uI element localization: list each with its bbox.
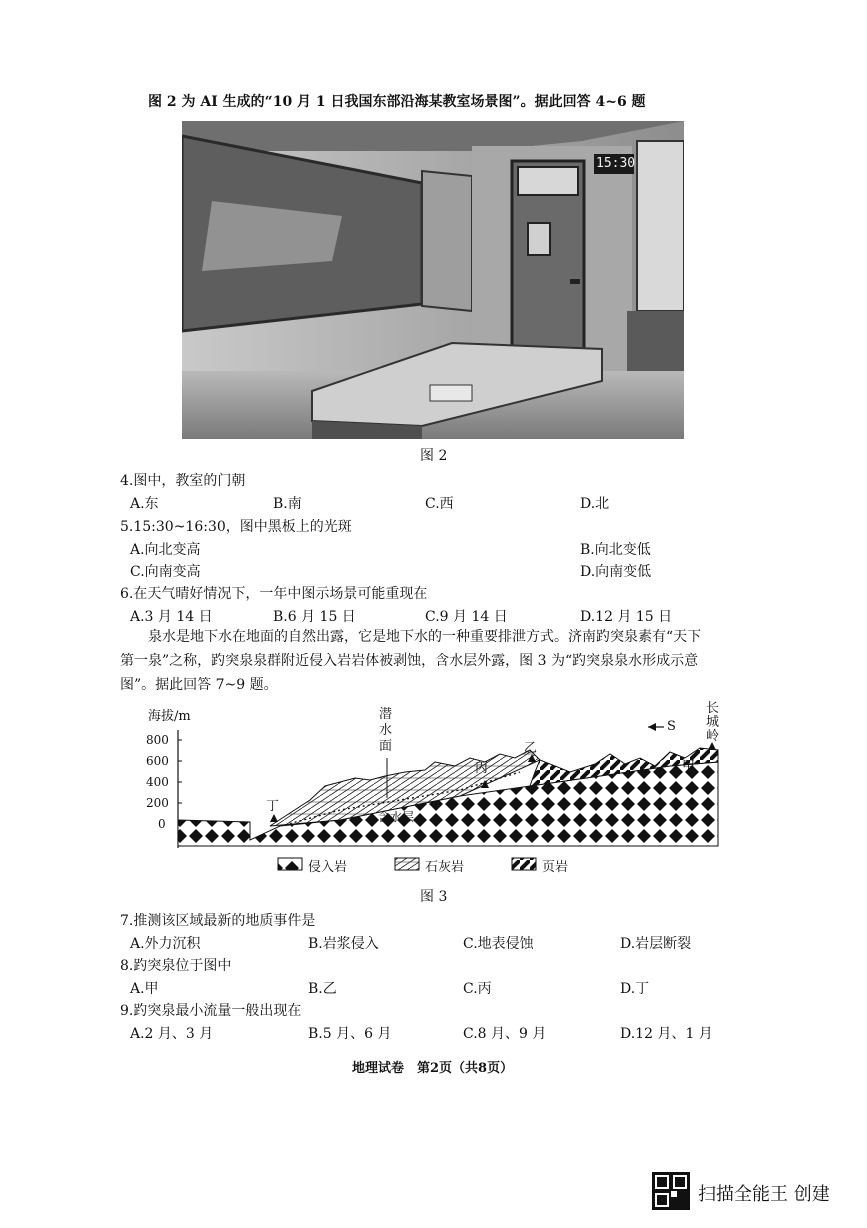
y-tick-800: 800: [146, 733, 169, 747]
label-changcheng-3: 岭: [706, 729, 720, 744]
q9-option-a: A.2 月、3 月: [130, 1026, 214, 1042]
label-bing: 丙: [475, 761, 489, 776]
q8-option-b: B.乙: [308, 981, 337, 997]
label-water-table-3: 面: [379, 739, 393, 754]
label-changcheng-2: 城: [706, 715, 720, 730]
passage-line-2: 第一泉”之称，趵突泉泉群附近侵入岩岩体被剥蚀，含水层外露，图 3 为“趵突泉泉水形成示意: [120, 653, 699, 669]
page-footer: 地理试卷 第2页（共8页）: [352, 1061, 514, 1076]
y-tick-0: 0: [158, 817, 166, 831]
label-aquifer: 含水层: [378, 810, 415, 824]
clock-display: 15:30: [596, 156, 636, 171]
label-yi: 乙: [524, 741, 538, 756]
qr-code-icon: [652, 1172, 690, 1210]
passage-line-1: 泉水是地下水在地面的自然出露，它是地下水的一种重要排泄方式。济南趵突泉素有“天下: [148, 629, 702, 645]
question-7: 7.推测该区域最新的地质事件是: [120, 913, 316, 929]
q5-option-a: A.向北变高: [130, 542, 201, 558]
q6-option-d: D.12 月 15 日: [580, 609, 673, 625]
q7-option-c: C.地表侵蚀: [463, 936, 534, 952]
y-axis-label: 海拔/m: [148, 709, 191, 724]
q5-option-d: D.向南变低: [580, 564, 652, 580]
label-ding: 丁: [266, 799, 280, 814]
fig2-caption: 图 2: [420, 448, 448, 464]
q4-option-c: C.西: [425, 496, 454, 512]
q4-option-a: A.东: [130, 496, 159, 512]
q8-option-d: D.丁: [620, 981, 650, 997]
y-tick-400: 400: [146, 775, 169, 789]
q5-option-c: C.向南变高: [130, 564, 201, 580]
q9-option-d: D.12 月、1 月: [620, 1026, 713, 1042]
q6-option-b: B.6 月 15 日: [273, 609, 356, 625]
label-jia: 甲: [682, 759, 696, 774]
q8-option-a: A.甲: [130, 981, 159, 997]
legend-intrusive: 侵入岩: [308, 860, 348, 875]
y-tick-600: 600: [146, 754, 169, 768]
passage-line-3: 图”。据此回答 7~9 题。: [120, 677, 278, 693]
geology-diagram: [140, 700, 740, 885]
question-9: 9.趵突泉最小流量一般出现在: [120, 1003, 302, 1019]
classroom-photo: [182, 121, 684, 439]
question-8: 8.趵突泉位于图中: [120, 958, 232, 974]
q6-option-c: C.9 月 14 日: [425, 609, 508, 625]
q8-option-c: C.丙: [463, 981, 492, 997]
q4-option-b: B.南: [273, 496, 302, 512]
legend-limestone: 石灰岩: [425, 860, 465, 875]
label-water-table-1: 潜: [379, 707, 393, 722]
q7-option-b: B.岩浆侵入: [308, 936, 379, 952]
scanner-watermark: 扫描全能王 创建: [698, 1184, 830, 1205]
question-4: 4.图中，教室的门朝: [120, 473, 246, 489]
fig3-caption: 图 3: [420, 889, 448, 905]
q9-option-c: C.8 月、9 月: [463, 1026, 547, 1042]
question-6: 6.在天气晴好情况下，一年中图示场景可能重现在: [120, 586, 428, 602]
q9-option-b: B.5 月、6 月: [308, 1026, 392, 1042]
question-5: 5.15:30~16:30，图中黑板上的光斑: [120, 519, 352, 535]
q7-option-a: A.外力沉积: [130, 936, 201, 952]
label-direction-s: S: [667, 719, 676, 734]
q5-option-b: B.向北变低: [580, 542, 651, 558]
label-water-table-2: 水: [379, 723, 393, 738]
q6-option-a: A.3 月 14 日: [130, 609, 213, 625]
y-tick-200: 200: [146, 796, 169, 810]
label-changcheng-1: 长: [706, 701, 720, 716]
q4-option-d: D.北: [580, 496, 610, 512]
q7-option-d: D.岩层断裂: [620, 936, 692, 952]
intro-line: 图 2 为 AI 生成的“10 月 1 日我国东部沿海某教室场景图”。据此回答 4~6 题: [148, 94, 646, 110]
legend-shale: 页岩: [542, 860, 569, 875]
